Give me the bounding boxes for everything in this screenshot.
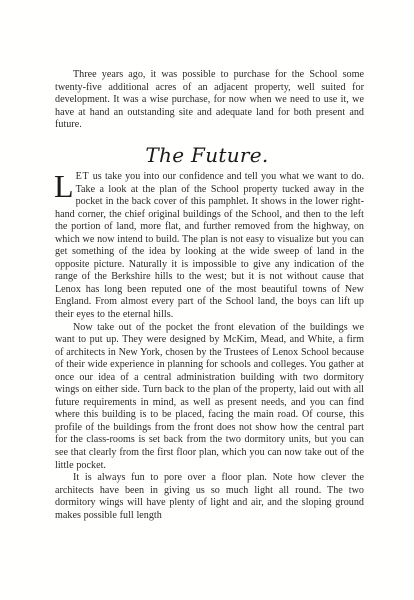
section-heading: The Future.: [145, 143, 269, 167]
intro-section: [55, 69, 364, 132]
future-paragraph-3: It is always fun to pore over a floor plan. Note how clever the architects have been in giving us so much light all round. The two dormitory wings will have plenty of light and air, and the sloping ground makes possible full length: [55, 472, 364, 521]
future-paragraph-2: Now take out of the pocket the front elevation of the buildings we want to put up. They were designed by McKim, Mead, and White, a firm of architects in New York, chosen by the Trustees of Lenox School because of their wide experience in planning for schools and colleges. You gather at once our idea of a central administration building with two dormitory wings on either side. Turn back to the plan of the property, laid out with all future requirements in mind, as well as present needs, and you can find where this building is to be placed, facing the main road. Of course, this profile of the buildings from the front does not show how the central part for the class-rooms is set back from the two dormitory units, but you can see that clearly from the first floor plan, which you can now take out of the little pocket.: [55, 321, 364, 471]
drop-cap-letter: L: [54, 168, 74, 204]
lead-word: ET: [75, 171, 90, 182]
future-paragraph-1-text: us take you into our confidence and tell you what we want to do. Take a look at the plan of the School property tucked away in the pocket in the back cover of this pamphlet. It shows in the lower right-hand corner, the chief original buildings of the School, and then to the left the portion of land, more flat, and further removed from the highway, on which we now intend to build. The plan is not easy to visualize but you can get something of the idea by looking at the wide sweep of land in the opposite picture. Naturally it is impossible to give any indication of the range of the Berkshire hills to the west; but it is not without cause that Lenox has long been reputed one of the most beautiful towns of New England. From almost every part of the School land, the boys can lift up their eyes to the eternal hills.: [55, 171, 364, 321]
future-section-body: [54, 168, 364, 522]
intro-paragraph: Three years ago, it was possible to purchase for the School some twenty-five additional acres of an adjacent property, well suited for development. It was a wise purchase, for now when we need to use it, we have at hand an outstanding site and adequate land for both present and future.: [55, 69, 364, 131]
future-paragraph-1: [54, 168, 364, 322]
